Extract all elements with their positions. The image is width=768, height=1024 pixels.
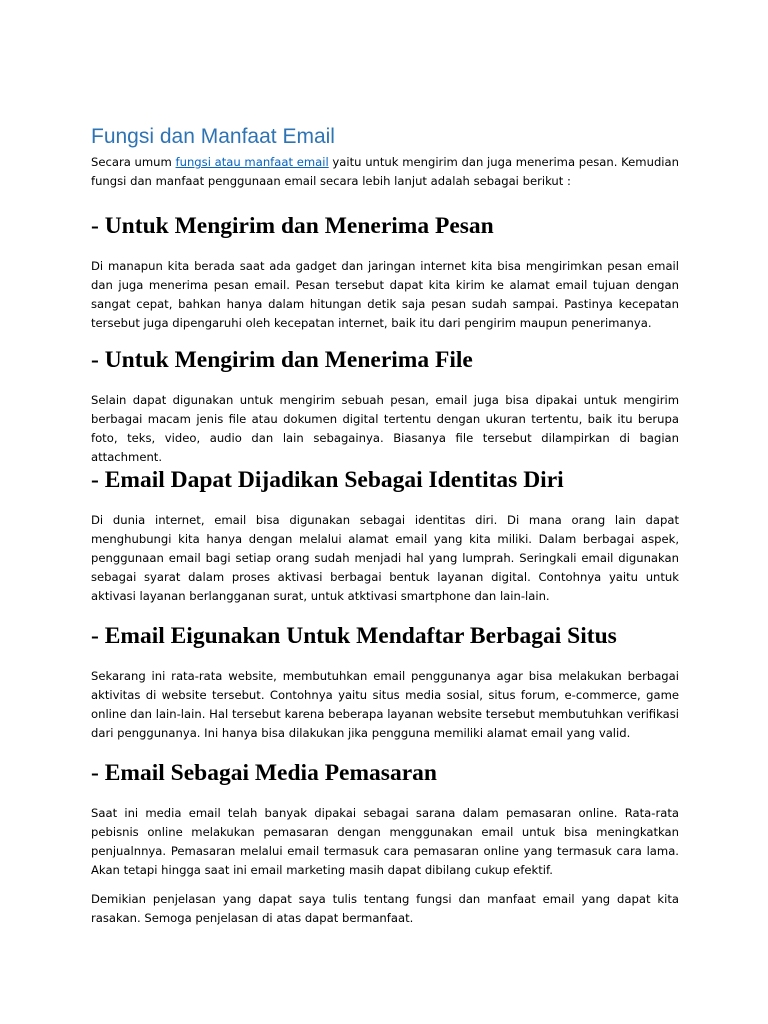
section-heading: - Email Dapat Dijadikan Sebagai Identitas Diri: [91, 467, 564, 493]
section-marketing: [91, 759, 679, 928]
document-title: Fungsi dan Manfaat Email: [91, 125, 335, 148]
section-paragraph: Saat ini media email telah banyak dipakai sebagai sarana dalam pemasaran online. Rata-rata pebisnis online melakukan pemasaran dengan menggunakan email untuk bisa meningkatkan penjualnnya. Pemasaran melalui email termasuk cara pemasaran online yang termasuk cara lama. Akan tetapi hingga saat ini email marketing masih dapat dibilang cukup efektif.: [91, 806, 679, 877]
section-identity: [91, 466, 679, 606]
section-paragraph: Selain dapat digunakan untuk mengirim sebuah pesan, email juga bisa dipakai untuk mengirim berbagai macam jenis file atau dokumen digital tertentu dengan ukuran tertentu, baik itu berupa foto, teks, video, audio dan lain sebagainya. Biasanya file tersebut dilampirkan di bagian attachment.: [91, 393, 679, 464]
section-paragraph: Sekarang ini rata-rata website, membutuhkan email penggunanya agar bisa melakukan berbagai aktivitas di website tersebut. Contohnya yaitu situs media sosial, situs forum, e-commerce, game online dan lain-lain. Hal tersebut karena beberapa layanan website tersebut membutuhkan verifikasi dari penggunanya. Ini hanya bisa dilakukan jika pengguna memiliki alamat email yang valid.: [91, 669, 679, 740]
intro-text-after-link: yaitu untuk mengirim dan juga menerima pesan. Kemudian fungsi dan manfaat penggunaan email secara lebih lanjut adalah sebagai berikut :: [91, 155, 679, 188]
section-paragraph: Di manapun kita berada saat ada gadget dan jaringan internet kita bisa mengirimkan pesan email dan juga menerima pesan email. Pesan tersebut dapat kita kirim ke alamat email tujuan dengan sangat cepat, bahkan hanya dalam hitungan detik saja pesan sudah sampai. Pastinya kecepatan tersebut juga dipengaruhi oleh kecepatan internet, baik itu dari pengirim maupun penerimanya.: [91, 259, 679, 330]
section-heading: - Email Eigunakan Untuk Mendaftar Berbagai Situs: [91, 623, 617, 649]
intro-text-before-link: Secara umum: [91, 155, 176, 169]
section-heading: - Untuk Mengirim dan Menerima File: [91, 347, 473, 373]
section-register-sites: [91, 622, 679, 743]
section-send-receive-message: [91, 212, 679, 333]
section-paragraph: Di dunia internet, email bisa digunakan sebagai identitas diri. Di mana orang lain dapat menghubungi kita hanya dengan melalui alamat email yang kita miliki. Dalam berbagai aspek, penggunaan email bagi setiap orang sudah menjadi hal yang lumprah. Seringkali email digunakan sebagai syarat dalam proses aktivasi berbagai bentuk layanan digital. Contohnya yaitu untuk aktivasi layanan berlangganan surat, untuk atktivasi smartphone dan lain-lain.: [91, 513, 679, 603]
section-send-receive-file: [91, 346, 679, 467]
intro-link[interactable]: fungsi atau manfaat email: [175, 155, 329, 169]
section-heading: - Untuk Mengirim dan Menerima Pesan: [91, 213, 494, 239]
closing-paragraph: Demikian penjelasan yang dapat saya tulis tentang fungsi dan manfaat email yang dapat kita rasakan. Semoga penjelasan di atas dapat bermanfaat.: [91, 892, 679, 925]
intro-paragraph: [91, 153, 679, 191]
section-heading: - Email Sebagai Media Pemasaran: [91, 760, 437, 786]
